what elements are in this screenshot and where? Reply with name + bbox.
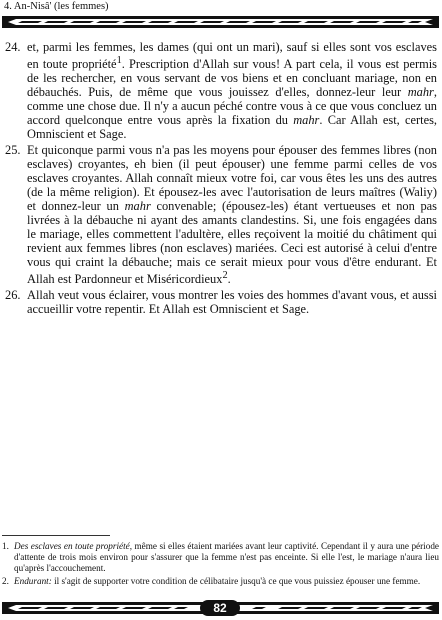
decorative-border-top	[2, 16, 439, 28]
verse-number: 25.	[5, 143, 21, 158]
verse-26	[5, 288, 437, 316]
footnote-2	[2, 576, 439, 587]
footnote-number: 1.	[2, 541, 9, 551]
footnote-ref-1: 1	[116, 55, 122, 66]
verse-list	[5, 40, 437, 318]
footnote-1	[2, 541, 439, 574]
verse-text: Allah veut vous éclairer, vous montrer les voies des hommes d'avant vous, et aussi accueillir votre repentir. Et Allah est Omniscient et Sage.	[27, 288, 437, 317]
verse-text: Et quiconque parmi vous n'a pas les moyens pour épouser des femmes libres (non esclaves) croyantes, eh bien (il peut épouser) une femme parmi celles de vos esclaves croyantes. Allah connaît mieux votre foi, car vous êtes les uns des autres (de la même religion). Et épousez-les avec l'autorisation de leurs maîtres (Waliy) et donnez-leur un mahr convenable; (épousez-les) étant vertueuses et non pas livrées à la débauche ni ayant des amants clandestins. Si, une fois engagées dans le mariage, elles commettent l'adultère, elles reçoivent la moitié du châtiment qui revient aux femmes libres (non esclaves) mariées. Ceci est autorisé à celui d'entre vous qui craint la débauche; mais ce serait mieux pour vous d'être endurant. Et Allah est Pardonneur et Miséricordieux$^2$.	[27, 143, 438, 287]
running-header: 4. An-Nisâ' (les femmes)	[4, 1, 109, 12]
footnote-ref-2: 2	[222, 270, 228, 282]
page-number: 82	[200, 600, 240, 616]
verse-25	[5, 143, 437, 286]
footnotes	[2, 541, 439, 589]
footnote-divider	[2, 535, 110, 536]
verse-number: 26.	[5, 288, 21, 303]
verse-number: 24.	[5, 40, 21, 54]
verse-text: et, parmi les femmes, les dames (qui ont un mari), sauf si elles sont vos esclaves en toute propriété$^1$. Prescription d'Allah sur vous! A part cela, il vous est permis de les rechercher, en vous servant de vos biens et en concluant mariage, non en débauchés. Puis, de même que vous jouissez d'elles, donnez-leur leur mahr, comme une chose due. Il n'y a aucun péché contre vous à ce que vous concluez un accord quelconque entre vous après la fixation du mahr. Car Allah est, certes, Omniscient et Sage.	[27, 40, 437, 142]
footnote-text: Endurant: il s'agit de supporter votre condition de célibataire jusqu'à ce que vous puissiez épouser une femme.	[14, 576, 421, 586]
verse-24	[5, 40, 437, 141]
footnote-text: Des esclaves en toute propriété, même si elles étaient mariées avant leur captivité. Cependant il y aura une période d'attente de trois mois environ pour s'assurer que la femme n'est pas enceinte. Si elle l'est, le mariage n'aura lieu qu'après l'accouchement.	[14, 541, 439, 573]
footnote-number: 2.	[2, 576, 9, 586]
